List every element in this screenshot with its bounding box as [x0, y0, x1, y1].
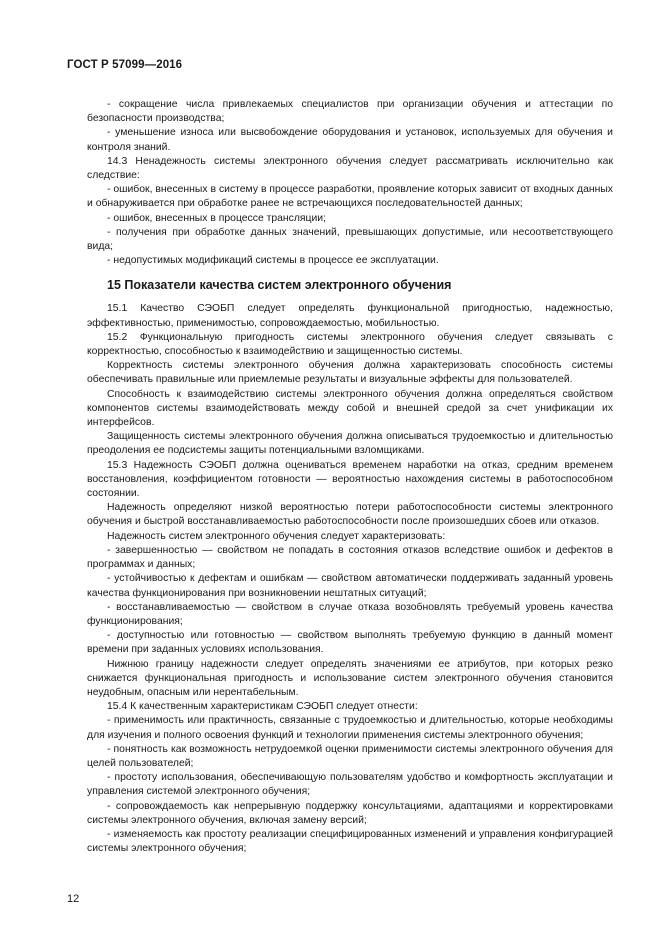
paragraph: 15.4 К качественным характеристикам СЭОБП следует отнести:: [107, 701, 418, 713]
paragraph: 14.3 Ненадежность системы электронного обучения следует рассматривать исключительно как следствие:: [87, 155, 613, 182]
page-body: [87, 98, 613, 856]
paragraph: Защищенность системы электронного обучения должна описываться трудоемкостью и длительностью преодоления ее подсистемы защиты потенциальными взломщиками.: [87, 431, 613, 457]
paragraph: - ошибок, внесенных в процессе трансляции;: [107, 212, 326, 224]
paragraph: - уменьшение износа или высвобождение оборудования и установок, используемых для обучения и контроля знаний.: [87, 127, 613, 153]
paragraph: - ошибок, внесенных в систему в процессе разработки, проявление которых зависит от входных данных и обнаруживается при обработке ранее не встречающихся последовательностей данных;: [87, 184, 613, 210]
paragraph: - сокращение числа привлекаемых специалистов при организации обучения и аттестации по безопасности производства;: [87, 99, 613, 125]
paragraph: 15.3 Надежность СЭОБП должна оцениваться временем наработки на отказ, средним временем восстановления, коэффициентом готовности — вероятностью нахождения системы в работоспособном состоянии.: [87, 459, 613, 500]
paragraph: - применимость или практичность, связанные с трудоемкостью и длительностью, которые необходимы для изучения и полного освоения функций и технологии применения системы электронного обучения;: [87, 715, 613, 741]
paragraph: - устойчивостью к дефектам и ошибкам — свойством автоматически поддерживать заданный уровень качества функционирования при возникновении нештатных ситуаций;: [87, 573, 613, 599]
paragraph: - восстанавливаемостью — свойством в случае отказа возобновлять требуемый уровень качества функционирования;: [87, 601, 613, 627]
paragraph: - недопустимых модификаций системы в процессе ее эксплуатации.: [107, 255, 439, 267]
paragraph: 15.2 Функциональную пригодность системы электронного обучения следует связывать с корректностью, способностью к взаимодействию и защищенностью системы.: [87, 331, 613, 358]
paragraph: Корректность системы электронного обучения должна характеризовать способность системы обеспечивать правильные или приемлемые результаты и визуальные эффекты для пользователей.: [87, 360, 613, 386]
paragraph: - простоту использования, обеспечивающую пользователям удобство и комфортность эксплуатации и управления системой электронного обучения;: [87, 772, 613, 798]
paragraph: Надежность определяют низкой вероятностью потери работоспособности системы электронного обучения и быстрой восстанавливаемостью работоспособности после произошедших сбоев или отказов.: [87, 502, 613, 528]
paragraph: - понятность как возможность нетрудоемкой оценки применимости системы электронного обучения для целей пользователей;: [87, 743, 613, 769]
paragraph: Способность к взаимодействию системы электронного обучения должна определяться свойством компонентов системы взаимодействовать между собой и внешней средой за счет унификации их интерфейсов.: [87, 388, 613, 429]
paragraph: - получения при обработке данных значений, превышающих допустимые, или несоответствующего вида;: [87, 226, 613, 253]
paragraph: Надежность систем электронного обучения следует характеризовать:: [107, 530, 446, 542]
paragraph: Нижнюю границу надежности следует определять значениями ее атрибутов, при которых резко снижается функциональная пригодность и использование систем электронного обучения становится неудобным, опасным или нерентабельным.: [87, 658, 613, 698]
paragraph: 15.1 Качество СЭОБП следует определять функциональной пригодностью, надежностью, эффективностью, применимостью, сопровождаемостью, мобильностью.: [87, 303, 613, 329]
section-heading: 15 Показатели качества систем электронного обучения: [107, 278, 452, 293]
page-number: 12: [67, 893, 80, 905]
paragraph: - завершенностью — свойством не попадать в состояния отказов вследствие ошибок и дефектов в программах и данных;: [87, 544, 613, 571]
document-code: ГОСТ Р 57099—2016: [67, 59, 183, 71]
paragraph: - доступностью или готовностью — свойством выполнять требуемую функцию в данный момент времени при заданных условиях использования.: [87, 630, 613, 656]
paragraph: - сопровождаемость как непрерывную поддержку консультациями, адаптациями и корректировками системы электронного обучения, включая замену версий;: [87, 800, 613, 826]
paragraph: - изменяемость как простоту реализации специфицированных изменений и управления конфигурацией системы электронного обучения;: [87, 828, 613, 855]
